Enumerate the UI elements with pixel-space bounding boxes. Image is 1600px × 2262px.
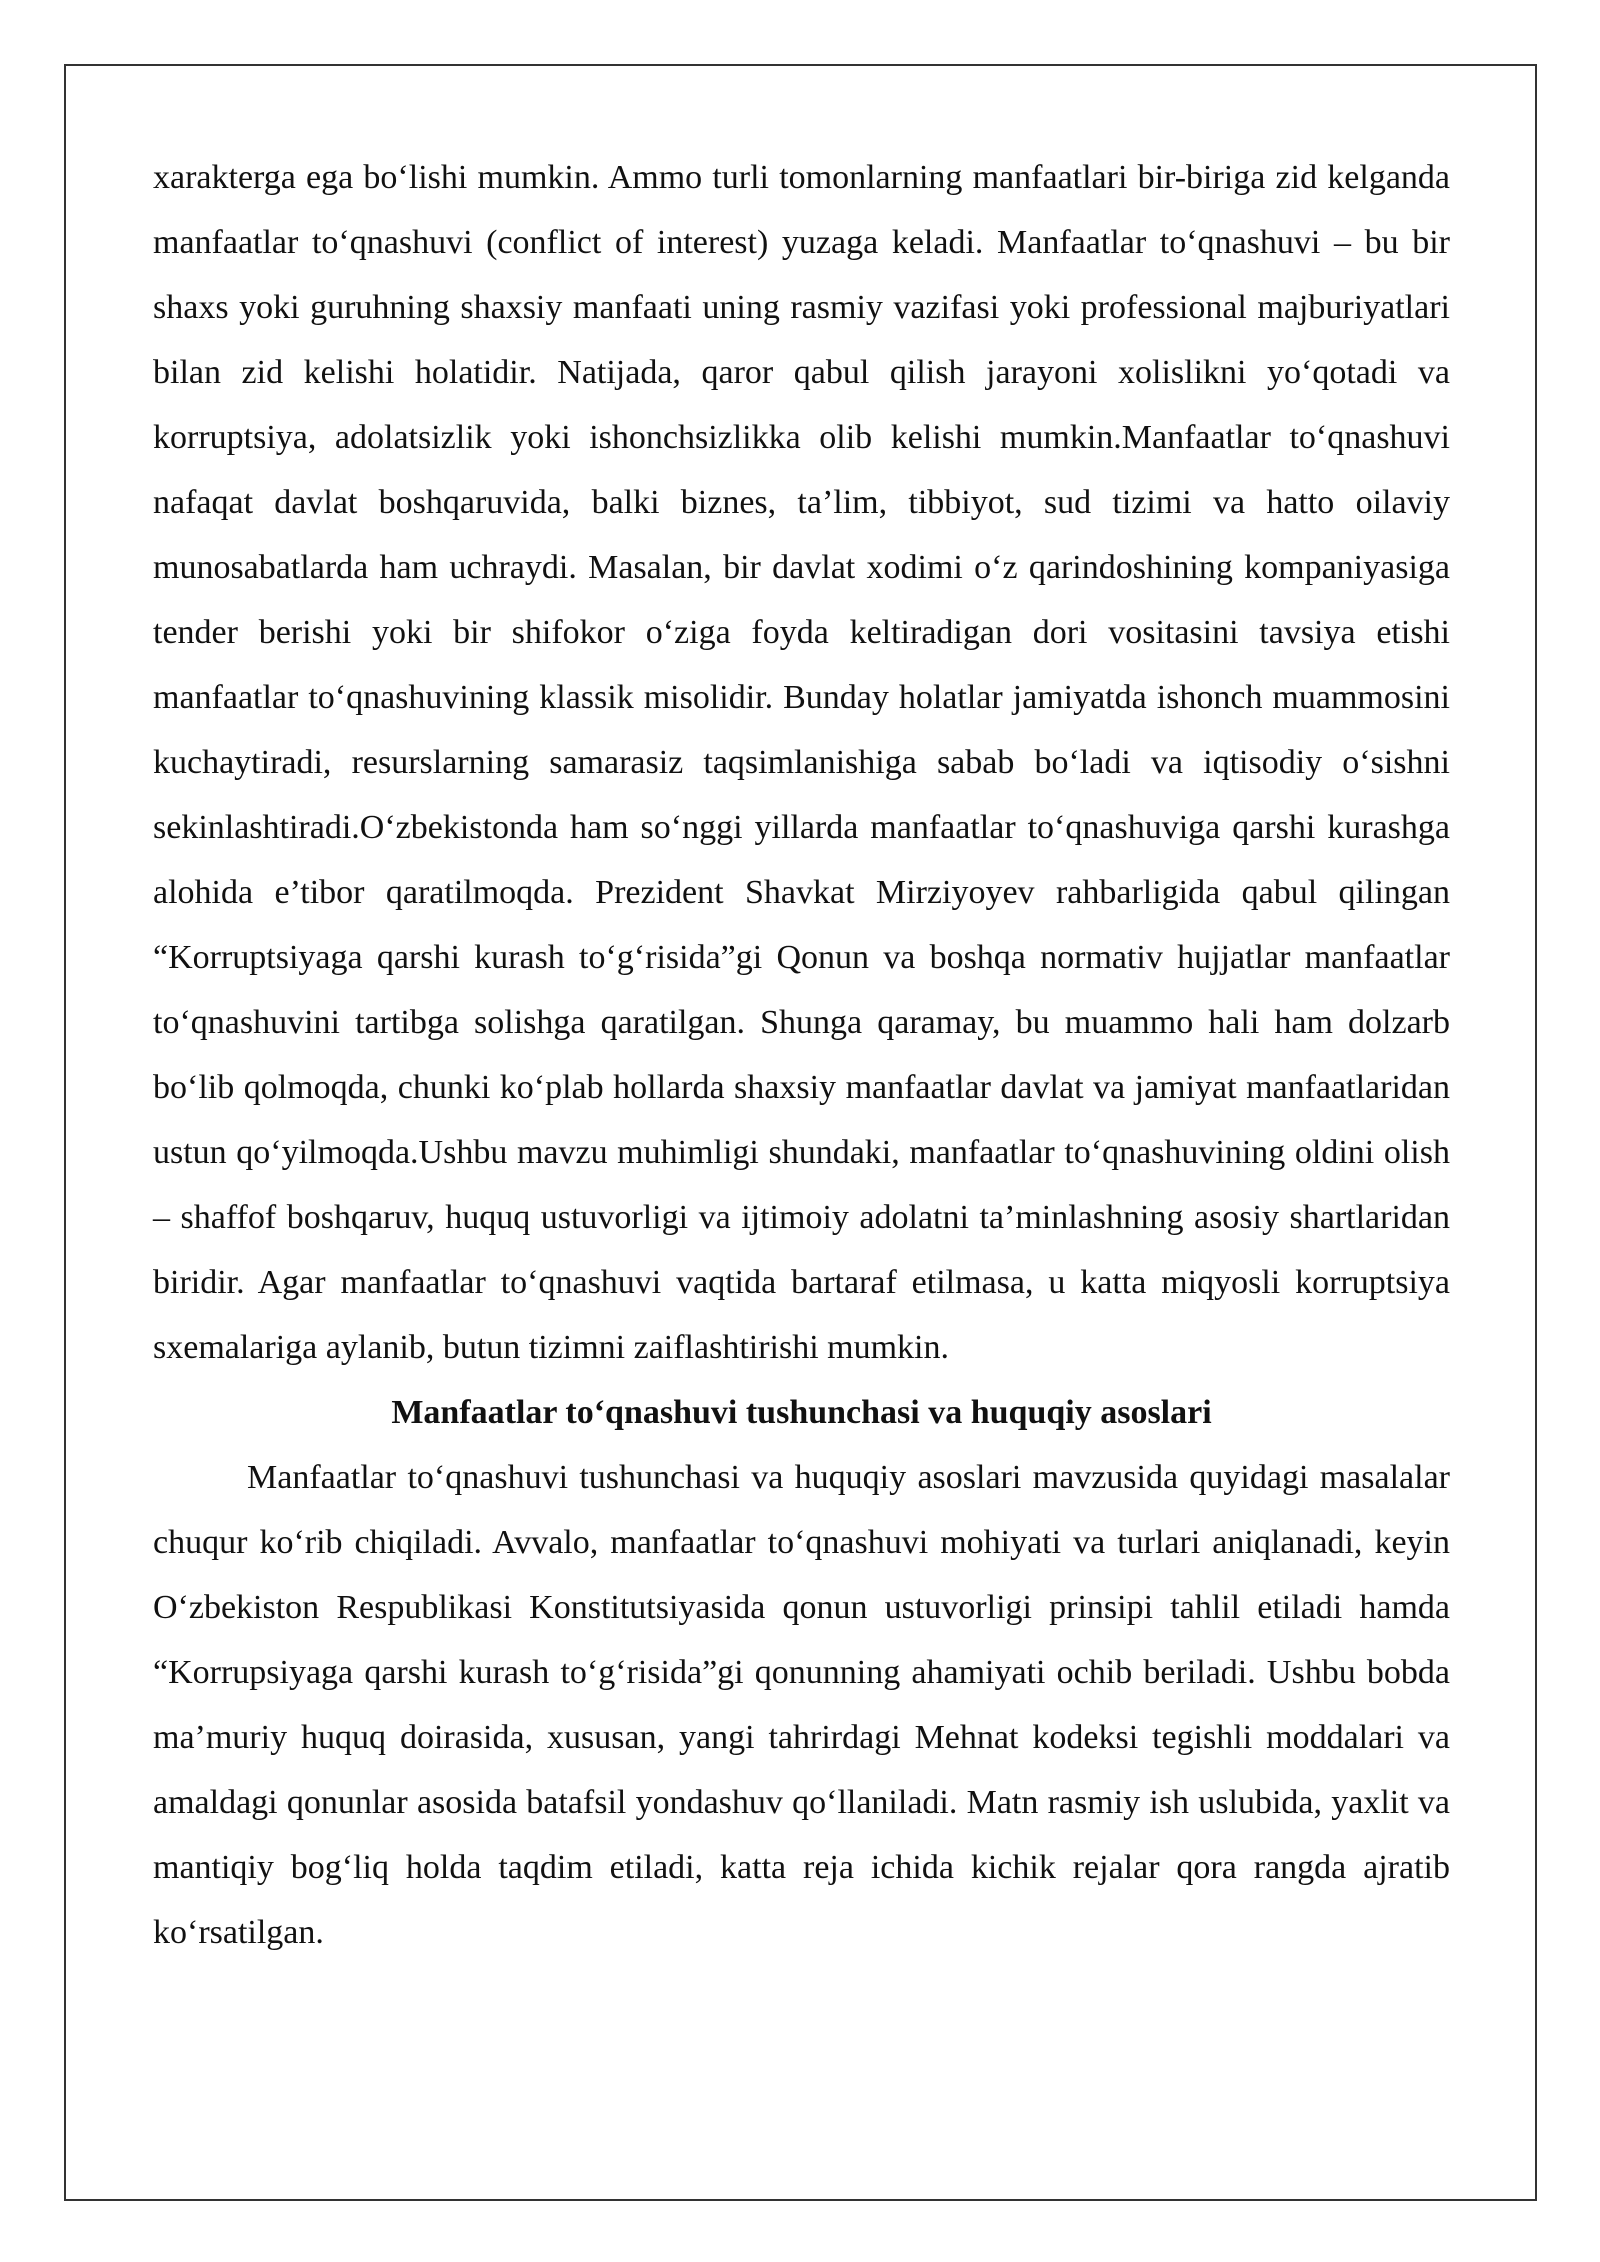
section-heading: Manfaatlar to‘qnashuvi tushunchasi va huquqiy asoslari xyxy=(391,1394,1212,1431)
body-paragraph-continued: xarakterga ega bo‘lishi mumkin. Ammo turli tomonlarning manfaatlari bir-biriga zid kelganda manfaatlar to‘qnashuvi (conflict of interest) yuzaga keladi. Manfaatlar to‘qnashuvi – bu bir shaxs yoki guruhning shaxsiy manfaati uning rasmiy vazifasi yoki professional majburiyatlari bilan zid kelishi holatidir. Natijada, qaror qabul qilish jarayoni xolislikni yo‘qotadi va korruptsiya, adolatsizlik yoki ishonchsizlikka olib kelishi mumkin.Manfaatlar to‘qnashuvi nafaqat davlat boshqaruvida, balki biznes, ta’lim, tibbiyot, sud tizimi va hatto oilaviy munosabatlarda ham uchraydi. Masalan, bir davlat xodimi o‘z qarindoshining kompaniyasiga tender berishi yoki bir shifokor o‘ziga foyda keltiradigan dori vositasini tavsiya etishi manfaatlar to‘qnashuvining klassik misolidir. Bunday holatlar jamiyatda ishonch muammosini kuchaytiradi, resurslarning samarasiz taqsimlanishiga sabab bo‘ladi va iqtisodiy o‘sishni sekinlashtiradi.O‘zbekistonda ham so‘nggi yillarda manfaatlar to‘qnashuviga qarshi kurashga alohida e’tibor qaratilmoqda. Prezident Shavkat Mirziyoyev rahbarligida qabul qilingan “Korruptsiyaga qarshi kurash to‘g‘risida”gi Qonun va boshqa normativ hujjatlar manfaatlar to‘qnashuvini tartibga solishga qaratilgan. Shunga qaramay, bu muammo hali ham dolzarb bo‘lib qolmoqda, chunki ko‘plab hollarda shaxsiy manfaatlar davlat va jamiyat manfaatlaridan ustun qo‘yilmoqda.Ushbu mavzu muhimligi shundaki, manfaatlar to‘qnashuvining oldini olish – shaffof boshqaruv, huquq ustuvorligi va ijtimoiy adolatni ta’minlashning asosiy shartlaridan biridir. Agar manfaatlar to‘qnashuvi vaqtida bartaraf etilmasa, u katta miqyosli korruptsiya sxemalariga aylanib, butun tizimni zaiflashtirishi mumkin. xyxy=(153,159,1450,1366)
document-body xyxy=(153,145,1450,1965)
body-paragraph-intro: Manfaatlar to‘qnashuvi tushunchasi va huquqiy asoslari mavzusida quyidagi masalalar chuqur ko‘rib chiqiladi. Avvalo, manfaatlar to‘qnashuvi mohiyati va turlari aniqlanadi, keyin O‘zbekiston Respublikasi Konstitutsiyasida qonun ustuvorligi prinsipi tahlil etiladi hamda “Korrupsiyaga qarshi kurash to‘g‘risida”gi qonunning ahamiyati ochib beriladi. Ushbu bobda ma’muriy huquq doirasida, xususan, yangi tahrirdagi Mehnat kodeksi tegishli moddalari va amaldagi qonunlar asosida batafsil yondashuv qo‘llaniladi. Matn rasmiy ish uslubida, yaxlit va mantiqiy bog‘liq holda taqdim etiladi, katta reja ichida kichik rejalar qora rangda ajratib ko‘rsatilgan. xyxy=(153,1459,1450,1951)
